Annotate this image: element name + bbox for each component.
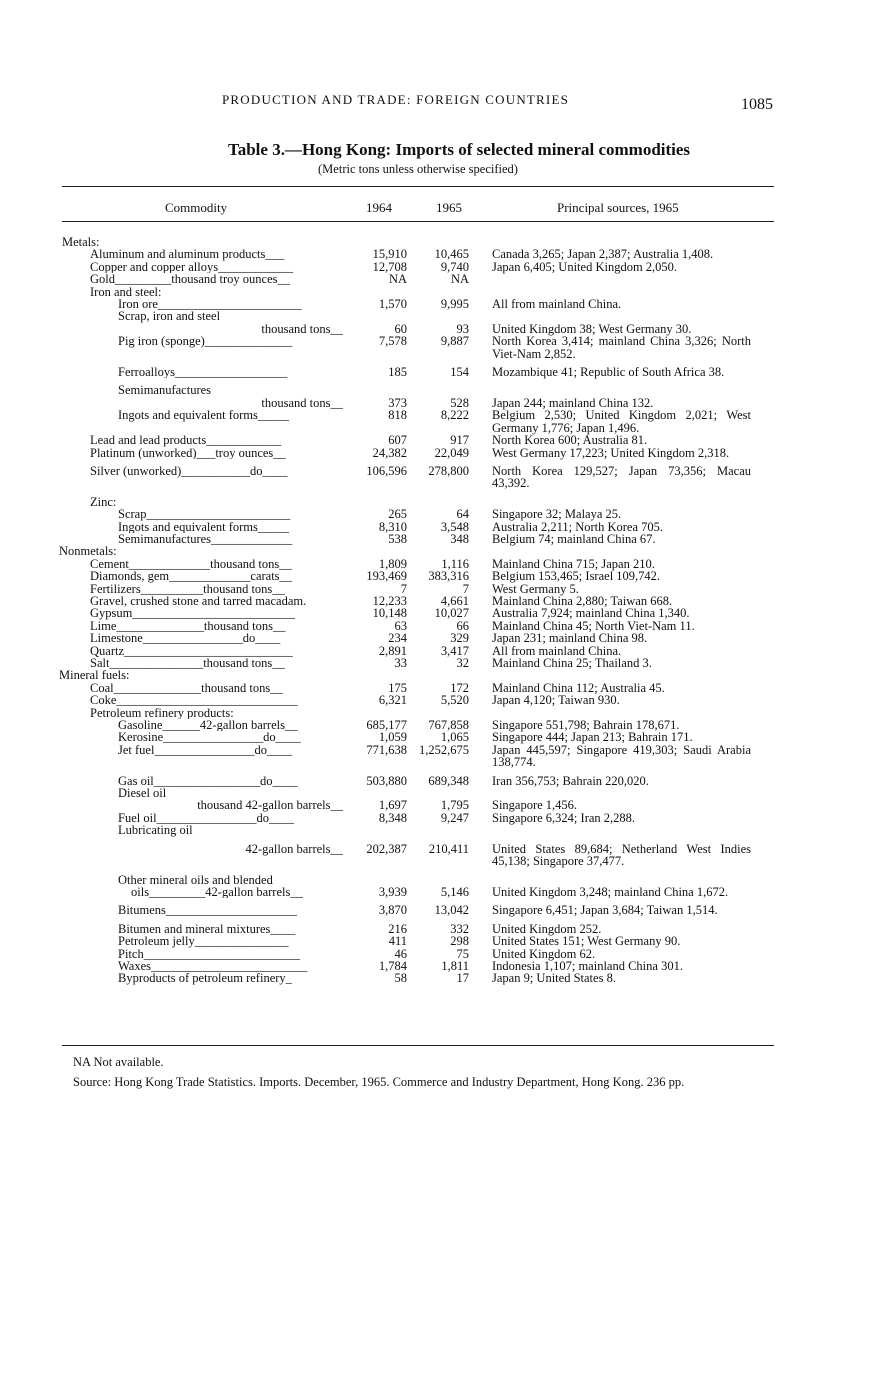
commodity-cell: oils_________42-gallon barrels__ xyxy=(131,885,303,899)
value-1965-cell: 75 xyxy=(456,946,469,961)
value-1965-cell: 154 xyxy=(450,365,469,380)
commodity-cell: Mineral fuels: xyxy=(59,669,130,682)
value-1965-cell: 3,548 xyxy=(440,519,469,534)
value-1965-cell: 9,247 xyxy=(440,810,469,825)
column-header-1964: 1964 xyxy=(366,200,392,215)
table-row xyxy=(0,775,888,787)
value-1964-cell: 216 xyxy=(388,921,407,936)
value-1965-cell: 298 xyxy=(450,934,469,949)
sources-cell: Australia 7,924; mainland China 1,340. xyxy=(492,606,690,621)
table-bottom-rule xyxy=(62,1045,774,1046)
table-row xyxy=(0,508,888,520)
sources-cell: Japan 9; United States 8. xyxy=(492,971,616,986)
value-1964-cell: 63 xyxy=(394,618,407,633)
value-1964-cell: 1,697 xyxy=(378,798,407,813)
header-bottom-rule xyxy=(62,221,774,222)
value-1964-cell: 234 xyxy=(388,631,407,646)
value-1965-cell: 9,740 xyxy=(440,259,469,274)
value-1964-cell: 106,596 xyxy=(366,463,407,478)
commodity-cell: 42-gallon barrels__ xyxy=(245,842,343,856)
value-1964-cell: 175 xyxy=(388,680,407,695)
sources-cell: North Korea 129,527; Japan 73,356; Macau 43,392. xyxy=(492,463,751,491)
value-1964-cell: 8,348 xyxy=(378,810,407,825)
sources-cell: Mainland China 112; Australia 45. xyxy=(492,680,665,695)
value-1965-cell: 528 xyxy=(450,395,469,410)
sources-cell xyxy=(469,669,751,681)
sources-cell: West Germany 5. xyxy=(492,581,579,596)
sources-cell: Australia 2,211; North Korea 705. xyxy=(492,519,664,534)
value-1964-cell: 7,578 xyxy=(378,334,407,349)
commodity-cell: Ingots and equivalent forms_____ xyxy=(118,520,290,533)
source-note: Source: Hong Kong Trade Statistics. Imports. December, 1965. Commerce and Industry Department, Hong Kong. 236 pp. xyxy=(73,1075,685,1089)
value-1964-cell: 3,939 xyxy=(378,884,407,899)
commodity-cell: Gravel, crushed stone and tarred macadam. xyxy=(90,594,307,608)
value-1965-cell: 1,811 xyxy=(441,958,469,973)
commodity-cell: Limestone________________do____ xyxy=(90,632,281,645)
value-1964-cell: 373 xyxy=(388,395,407,410)
value-1964-cell: 10,148 xyxy=(372,606,407,621)
commodity-cell: Scrap_______________________ xyxy=(118,508,291,521)
table-top-rule xyxy=(62,186,774,187)
value-1964-cell: 12,233 xyxy=(372,593,407,608)
value-1965-cell: 17 xyxy=(456,971,469,986)
value-1965-cell xyxy=(407,384,469,396)
value-1965-cell: 332 xyxy=(450,921,469,936)
table-row xyxy=(0,310,888,322)
table-row xyxy=(0,744,888,769)
running-header: PRODUCTION AND TRADE: FOREIGN COUNTRIES xyxy=(222,92,570,107)
value-1964-cell xyxy=(343,545,407,557)
table-row xyxy=(0,570,888,582)
sources-cell: Iran 356,753; Bahrain 220,020. xyxy=(492,773,649,788)
value-1964-cell xyxy=(343,384,407,396)
value-1964-cell: 60 xyxy=(394,321,407,336)
value-1964-cell: 193,469 xyxy=(366,569,407,584)
table-body xyxy=(0,236,888,985)
table-row xyxy=(0,935,888,947)
sources-cell: North Korea 600; Australia 81. xyxy=(492,433,648,448)
sources-cell: Japan 6,405; United Kingdom 2,050. xyxy=(492,259,678,274)
value-1965-cell: 3,417 xyxy=(440,643,469,658)
value-1964-cell: 33 xyxy=(394,656,407,670)
table-row xyxy=(0,607,888,619)
commodity-cell: Aluminum and aluminum products___ xyxy=(90,248,285,261)
table-row xyxy=(0,904,888,916)
sources-cell: United States 151; West Germany 90. xyxy=(492,934,681,949)
commodity-cell: Byproducts of petroleum refinery_ xyxy=(118,972,292,985)
commodity-cell: Gasoline______42-gallon barrels__ xyxy=(118,719,298,732)
page-number: 1085 xyxy=(741,96,773,113)
sources-cell: United Kingdom 38; West Germany 30. xyxy=(492,321,692,336)
value-1965-cell: 1,116 xyxy=(441,556,469,571)
column-header-sources: Principal sources, 1965 xyxy=(557,200,679,215)
value-1965-cell: 917 xyxy=(450,433,469,448)
sources-cell: Mainland China 715; Japan 210. xyxy=(492,556,655,571)
sources-cell: Singapore 6,324; Iran 2,288. xyxy=(492,810,636,825)
sources-cell: Mozambique 41; Republic of South Africa 38. xyxy=(492,365,725,380)
commodity-cell: Lubricating oil xyxy=(118,824,193,837)
value-1964-cell: 771,638 xyxy=(366,742,407,757)
sources-cell: All from mainland China. xyxy=(492,643,622,658)
sources-cell: Belgium 153,465; Israel 109,742. xyxy=(492,569,661,584)
sources-cell xyxy=(469,545,751,557)
value-1965-cell: 66 xyxy=(456,618,469,633)
value-1965-cell: 5,146 xyxy=(440,884,469,899)
commodity-cell: Coal______________thousand tons__ xyxy=(90,681,283,695)
value-1965-cell: 767,858 xyxy=(428,718,469,733)
value-1964-cell: 503,880 xyxy=(366,773,407,788)
table-row xyxy=(0,545,888,557)
commodity-cell: Fuel oil________________do____ xyxy=(118,811,295,825)
commodity-cell: Jet fuel________________do____ xyxy=(118,743,292,757)
sources-cell: Japan 445,597; Singapore 419,303; Saudi Arabia 138,774. xyxy=(492,742,751,770)
value-1965-cell: 1,252,675 xyxy=(419,742,469,757)
sources-cell: United States 89,684; Netherland West Indies 45,138; Singapore 37,477. xyxy=(492,841,751,869)
value-1965-cell: 10,465 xyxy=(434,247,469,262)
sources-cell xyxy=(469,273,751,285)
commodity-cell: Bitumen and mineral mixtures____ xyxy=(118,922,296,936)
value-1965-cell xyxy=(407,310,469,322)
commodity-cell: Gold_________thousand troy ounces__ xyxy=(90,273,290,286)
column-header-commodity: Commodity xyxy=(165,200,228,215)
table-row xyxy=(0,465,888,490)
table-row xyxy=(0,923,888,935)
table-row xyxy=(0,248,888,260)
value-1965-cell: 5,520 xyxy=(440,693,469,708)
value-1965-cell: 1,065 xyxy=(440,730,469,745)
table-row xyxy=(0,645,888,657)
value-1964-cell: 538 xyxy=(388,531,407,546)
commodity-cell: Semimanufactures_____________ xyxy=(118,532,293,546)
value-1965-cell: 348 xyxy=(450,531,469,546)
value-1965-cell: 7 xyxy=(462,581,469,596)
commodity-cell: Petroleum jelly_______________ xyxy=(118,935,289,948)
value-1964-cell xyxy=(343,669,407,681)
sources-cell: Singapore 444; Japan 213; Bahrain 171. xyxy=(492,730,693,745)
commodity-cell: Diamonds, gem_____________carats__ xyxy=(90,570,293,583)
table-row xyxy=(0,657,888,669)
commodity-cell: Pitch_________________________ xyxy=(118,947,300,960)
table-title: Table 3.—Hong Kong: Imports of selected mineral commodities xyxy=(227,140,691,159)
sources-cell xyxy=(469,384,751,396)
commodity-cell: thousand tons__ xyxy=(261,396,343,410)
commodity-cell: Fertilizers__________thousand tons__ xyxy=(90,582,285,595)
table-row xyxy=(0,824,888,836)
value-1964-cell: 46 xyxy=(394,946,407,961)
value-1964-cell: 1,784 xyxy=(378,958,407,973)
value-1964-cell: 8,310 xyxy=(378,519,407,534)
commodity-cell: Petroleum refinery products: xyxy=(90,706,234,720)
value-1964-cell: 12,708 xyxy=(372,259,407,274)
table-row xyxy=(0,521,888,533)
value-1964-cell: 15,910 xyxy=(372,247,407,262)
value-1964-cell: 185 xyxy=(388,365,407,380)
sources-cell: Singapore 32; Malaya 25. xyxy=(492,507,622,522)
sources-cell: Belgium 2,530; United Kingdom 2,021; West Germany 1,776; Japan 1,496. xyxy=(492,408,751,435)
table-row xyxy=(0,669,888,681)
value-1965-cell: 9,995 xyxy=(440,297,469,312)
value-1965-cell: 9,887 xyxy=(440,334,469,349)
value-1965-cell xyxy=(407,545,469,557)
value-1965-cell: 22,049 xyxy=(434,445,469,460)
commodity-cell: Ferroalloys__________________ xyxy=(118,366,288,379)
table-row xyxy=(0,409,888,434)
commodity-cell: Kerosine________________do____ xyxy=(118,731,301,744)
value-1964-cell: 265 xyxy=(388,507,407,522)
sources-cell: Indonesia 1,107; mainland China 301. xyxy=(492,958,683,973)
value-1965-cell: 210,411 xyxy=(428,841,469,856)
commodity-cell: Quartz___________________________ xyxy=(90,644,293,657)
sources-cell xyxy=(469,310,751,322)
sources-cell: Singapore 551,798; Bahrain 178,671. xyxy=(492,718,680,733)
commodity-cell: Semimanufactures xyxy=(118,384,212,397)
value-1964-cell: 24,382 xyxy=(372,445,407,460)
value-1965-cell: 689,348 xyxy=(428,773,469,788)
value-1965-cell: 93 xyxy=(456,321,469,336)
value-1965-cell: 64 xyxy=(456,507,469,522)
value-1964-cell xyxy=(343,310,407,322)
table-row xyxy=(0,843,888,868)
table-row xyxy=(0,960,888,972)
commodity-cell: Platinum (unworked)___troy ounces__ xyxy=(90,446,286,459)
table-row xyxy=(0,694,888,706)
table-row xyxy=(0,366,888,378)
commodity-cell: Metals: xyxy=(62,236,100,249)
table-subtitle: (Metric tons unless otherwise specified) xyxy=(318,162,518,176)
value-1965-cell: 8,222 xyxy=(440,408,469,423)
value-1964-cell: 1,570 xyxy=(378,297,407,312)
value-1965-cell: 4,661 xyxy=(440,593,469,608)
table-row xyxy=(0,434,888,446)
value-1964-cell: NA xyxy=(388,272,407,287)
commodity-cell: Iron and steel: xyxy=(90,285,162,299)
value-1965-cell: 10,027 xyxy=(434,606,469,621)
sources-cell: Canada 3,265; Japan 2,387; Australia 1,408. xyxy=(492,247,714,262)
table-row xyxy=(0,972,888,984)
sources-cell: Singapore 6,451; Japan 3,684; Taiwan 1,514. xyxy=(492,903,718,918)
table-row xyxy=(0,261,888,273)
sources-cell: West Germany 17,223; United Kingdom 2,318. xyxy=(492,445,730,460)
value-1965-cell: 1,795 xyxy=(440,798,469,813)
sources-cell: Mainland China 25; Thailand 3. xyxy=(492,656,652,670)
commodity-cell: Salt_______________thousand tons__ xyxy=(90,657,285,670)
sources-cell: United Kingdom 62. xyxy=(492,946,596,961)
value-1964-cell: 411 xyxy=(388,934,407,949)
table-row xyxy=(0,496,888,508)
commodity-cell: Scrap, iron and steel xyxy=(118,310,221,323)
commodity-cell: thousand 42-gallon barrels__ xyxy=(197,799,343,812)
sources-cell: United Kingdom 3,248; mainland China 1,672. xyxy=(492,884,729,899)
value-1964-cell: 2,891 xyxy=(378,643,407,658)
column-header-1965: 1965 xyxy=(436,200,462,215)
value-1964-cell: 818 xyxy=(388,408,407,423)
sources-cell xyxy=(469,824,751,836)
commodity-cell: Bitumens_____________________ xyxy=(118,904,298,917)
value-1964-cell: 3,870 xyxy=(378,903,407,918)
table-row xyxy=(0,886,888,898)
table-row xyxy=(0,533,888,545)
commodity-cell: Coke_____________________________ xyxy=(90,694,298,707)
commodity-cell: Gypsum__________________________ xyxy=(90,607,295,620)
commodity-cell: thousand tons__ xyxy=(261,322,343,336)
table-row xyxy=(0,731,888,743)
table-row xyxy=(0,799,888,811)
sources-cell: Japan 244; mainland China 132. xyxy=(492,395,654,410)
commodity-cell: Lead and lead products____________ xyxy=(90,434,282,447)
value-1964-cell: 607 xyxy=(388,433,407,448)
commodity-cell: Pig iron (sponge)______________ xyxy=(118,335,293,349)
value-1965-cell: 383,316 xyxy=(428,569,469,584)
sources-cell: Belgium 74; mainland China 67. xyxy=(492,531,656,546)
value-1965-cell: 278,800 xyxy=(428,463,469,478)
commodity-cell: Iron ore_______________________ xyxy=(118,298,302,311)
commodity-cell: Cement_____________thousand tons__ xyxy=(90,557,292,571)
value-1965-cell: 172 xyxy=(450,680,469,695)
value-1965-cell: 13,042 xyxy=(434,903,469,918)
commodity-cell: Silver (unworked)___________do____ xyxy=(90,464,288,478)
value-1965-cell xyxy=(407,669,469,681)
value-1964-cell: 7 xyxy=(400,581,407,596)
value-1964-cell: 1,059 xyxy=(378,730,407,745)
sources-cell: United Kingdom 252. xyxy=(492,921,602,936)
value-1964-cell: 58 xyxy=(394,971,407,986)
commodity-cell: Ingots and equivalent forms_____ xyxy=(118,409,290,423)
value-1965-cell: 32 xyxy=(456,656,469,670)
commodity-cell: Other mineral oils and blended xyxy=(118,873,273,886)
table-row xyxy=(0,384,888,396)
table-row xyxy=(0,335,888,360)
table-row xyxy=(0,620,888,632)
table-row xyxy=(0,812,888,824)
sources-cell: Mainland China 2,880; Taiwan 668. xyxy=(492,593,673,608)
commodity-cell: Lime______________thousand tons__ xyxy=(90,619,286,633)
value-1964-cell xyxy=(343,824,407,836)
sources-cell: Mainland China 45; North Viet-Nam 11. xyxy=(492,618,695,633)
sources-cell: Japan 231; mainland China 98. xyxy=(492,631,648,646)
table-row xyxy=(0,298,888,310)
commodity-cell: Copper and copper alloys____________ xyxy=(90,260,294,274)
commodity-cell: Gas oil_________________do____ xyxy=(118,774,298,788)
value-1964-cell: 202,387 xyxy=(366,841,407,856)
table-row xyxy=(0,632,888,644)
value-1964-cell: 685,177 xyxy=(366,718,407,733)
value-1965-cell: 329 xyxy=(450,631,469,646)
value-1965-cell xyxy=(407,824,469,836)
commodity-cell: Zinc: xyxy=(90,495,117,509)
value-1965-cell: NA xyxy=(450,272,469,287)
table-row xyxy=(0,447,888,459)
sources-cell: North Korea 3,414; mainland China 3,326; North Viet-Nam 2,852. xyxy=(492,334,751,361)
commodity-cell: Waxes_________________________ xyxy=(118,959,308,973)
value-1964-cell: 1,809 xyxy=(378,556,407,571)
sources-cell: Singapore 1,456. xyxy=(492,798,578,813)
footnote-na: NA Not available. xyxy=(73,1055,164,1069)
sources-cell: All from mainland China. xyxy=(492,297,622,312)
commodity-cell: Nonmetals: xyxy=(59,545,117,558)
commodity-cell: Diesel oil xyxy=(118,787,167,800)
table-row xyxy=(0,273,888,285)
sources-cell: Japan 4,120; Taiwan 930. xyxy=(492,693,620,708)
value-1964-cell: 6,321 xyxy=(378,693,407,708)
